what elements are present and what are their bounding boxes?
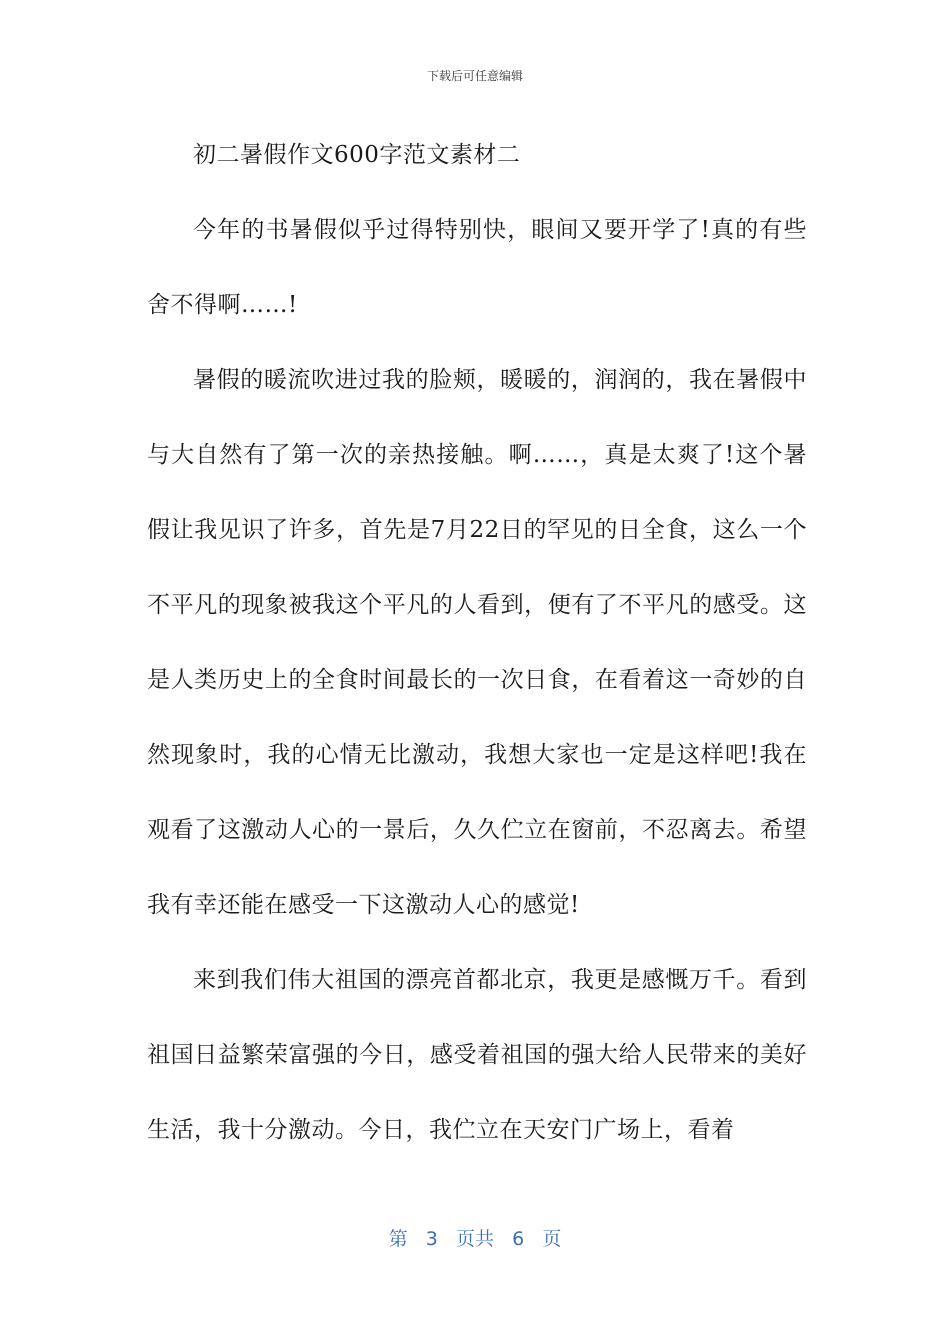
current-page-number: 3 [425,1228,438,1250]
footer-suffix: 页 [542,1228,562,1250]
document-title: 初二暑假作文600字范文素材二 [193,142,521,168]
header-note: 下载后可任意编辑 [426,69,523,83]
footer-prefix: 第 [388,1228,408,1250]
footer-middle: 页共 [455,1228,494,1250]
paragraph-3: 来到我们伟大祖国的漂亮首都北京，我更是感慨万千。看到祖国日益繁荣富强的今日，感受着祖国的强大给人民带来的美好生活，我十分激动。今日，我伫立在天安门广场上，看着 [147,967,807,1143]
page-footer [0,1224,950,1251]
paragraph-1: 今年的书暑假似乎过得特别快，眼间又要开学了!真的有些舍不得啊……! [147,217,807,318]
document-body [147,118,807,1168]
paragraph-2: 暑假的暖流吹进过我的脸颊，暖暖的，润润的，我在暑假中与大自然有了第一次的亲热接触。啊……，真是太爽了!这个暑假让我见识了许多，首先是7月22日的罕见的日全食，这么一个不平凡的现象被我这个平凡的人看到，便有了不平凡的感受。这是人类历史上的全食时间最长的一次日食，在看着这一奇妙的自然现象时，我的心情无比激动，我想大家也一定是这样吧!我在观看了这激动人心的一景后，久久伫立在窗前，不忍离去。希望我有幸还能在感受一下这激动人心的感觉! [147,367,807,918]
total-pages-number: 6 [512,1228,525,1250]
